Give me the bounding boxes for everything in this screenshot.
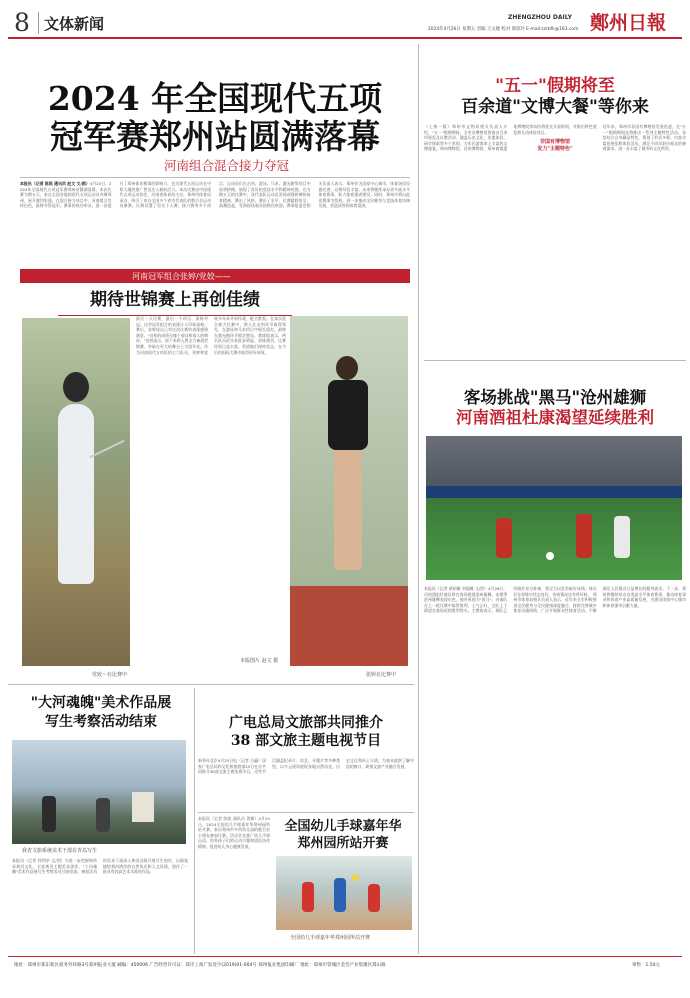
youth-title-line1: 全国幼儿手球嘉年华: [284, 819, 402, 834]
art-title-line1: "大河魂魄"美术作品展: [30, 695, 172, 711]
paper-en-name: ZHENGZHOU DAILY: [508, 14, 572, 21]
child-3: [368, 884, 380, 912]
dateline: 2024年4月26日 星期五 责编 王文婕 校对 梁琼玲 E-mail:zzrbfk@163.com: [428, 27, 579, 32]
feature-kicker: 河南冠军组合张婷/党姣——: [132, 272, 231, 281]
handball: [352, 874, 359, 881]
section-name: 文体新闻: [44, 15, 105, 33]
feature-caption-right: 张婷在比赛中: [366, 672, 397, 678]
wuyi-title-line1: "五一"假期将至: [495, 76, 615, 96]
easel: [132, 792, 154, 822]
painter-2: [96, 798, 110, 832]
art-body: [12, 858, 188, 954]
feature-body-a: [136, 316, 286, 666]
art-photo: [12, 740, 186, 844]
lead-body-text: 4月25日，2024年全国现代五项冠军赛郑州站圆满落幕。本次比赛为期五天，来自全国各地的现代五项运动员齐聚郑州，展开激烈角逐。在混合接力项目中，河南组合发挥出色，最终夺得冠军。赛事的成功举办，进一步提升了郑州体育赛事的影响力，也为现代五项运动在中原大地的推广普及注入新的活力。本次比赛由中国现代五项运动协会、河南省体育局主办，郑州市体育局承办，吸引了来自全国多个省市代表队的数百名运动员参赛。比赛设置了男女个人赛、接力赛等多个项目，运动员们在击剑、游泳、马术、激光跑等项目中奋勇拼搏，展现了良好的竞技水平和精神风貌。在为期五天的比赛中，各代表队运动员发扬顽强拼搏的体育精神，赛出了风格，赛出了水平，比赛精彩纷呈，高潮迭起，受到现场观众的热烈欢迎。赛事组委会相关负责人表示，郑州作为国家中心城市，体育场馆设施完善，办赛经验丰富，未来将继续承办更多高水平体育赛事，助力体育强省建设。同时，郑州市将以此次赛事为契机，进一步推动全民健身与竞技体育协调发展，营造浓厚的体育氛围。: [20, 181, 410, 209]
right-bottom-body: 郑州市体育局相关负责人表示，近年来全市积极推进全民健身与全民健康深度融合，持续完善城乡体育设施网络，广泛开展群众性体育活动，不断满足人民群众日益增长的健身需求。下一步，郑州将继续举办各类高水平体育赛事，推动体育事业和体育产业高质量发展，为建设国家中心城市和体育强市贡献力量。: [513, 586, 686, 614]
wuyi-sub-body: 近年来，郑州市非国有博物馆发展迅速，在"五一"假期期间也将推出一系列主题特色活动。各馆结合自身藏品特色，策划了形式多样、内容丰富的展览和体验活动，满足不同年龄层观众的参观需求，进一步丰富了城市的文化供给。: [602, 124, 686, 152]
feature-caption-left: 党姣～在比赛中: [92, 672, 128, 678]
tv-body: [198, 758, 414, 808]
runner-body: [328, 380, 368, 450]
football-ball: [546, 552, 554, 560]
feature-body-text: 最后一天比赛，最后一个项目，最终夺冠。这对冠军组合的表现让人印象深刻。赛后，张婷说自己对这次比赛的表现感到满意，"这样的成绩无愧于观众和家人的期待。"党姣表示，接下来两人将全力备战世锦赛，争取在更大的舞台上为国争光。作为河南现代五项队的主力队员，张婷和党姣多年来并肩作战，配合默契。在本次混合接力比赛中，两人在击剑环节取得领先，在游泳和马术项目中稳扎稳打，最终在激光跑环节锁定胜局。教练组表示，两名队员近年来进步明显，训练刻苦，比赛经验日益丰富，希望她们保持状态，在今后的国际大赛中取得更好成绩。: [136, 316, 286, 355]
fencer-helmet: [63, 372, 89, 402]
feature-photo-right: [290, 316, 408, 666]
stadium-banner: [426, 486, 682, 498]
tv-title-line2: 38 部文旅主题电视节目: [230, 733, 382, 749]
art-caption: 我省文旅系统美术干部在青岛写生: [22, 848, 98, 854]
page-header: [0, 0, 690, 38]
football-photo: [426, 436, 682, 580]
lead-byline: 本报讯（记者 陈凯 通讯员 赵文 文/图）: [20, 181, 90, 186]
art-body-text: 本报讯（记者 郭利亭 文/图）为进一步挖掘和传承黄河文化，丰富黄河主题美术创作，"大河魂魄"美术作品展写生考察活动日前结束。参加活动的美术干部深入黄河沿线开展写生创作，以画笔描绘黄河两岸的自然风光和人文风情，创作了一批具有较高艺术水准的作品。: [12, 858, 188, 875]
runner-track: [290, 586, 408, 666]
youth-photo: [276, 856, 412, 930]
youth-caption: 全国幼儿手球嘉年华郑州园所站开赛: [290, 935, 371, 941]
footer-text: 地址：郑州市郑东新区商务外环路3号郑州报业大厦 邮编：450006 广告经营许可证：郑市工商广发登字(2019)01-004号 郑州报业集团印刷厂 地址：郑州市管城区金岱产业集聚区嵩山路: [14, 963, 386, 968]
fencer-figure: [58, 404, 94, 584]
player-white: [614, 516, 630, 558]
paper-logo: 鄭州日報: [590, 12, 667, 34]
tv-title-line1: 广电总局文旅部共同推介: [229, 715, 383, 731]
art-title-line2: 写生考察活动结束: [45, 714, 157, 730]
runner-head: [336, 356, 358, 380]
feature-title: 期待世锦赛上再创佳绩: [90, 290, 260, 310]
page-number: 8: [14, 8, 30, 37]
football-body: [424, 586, 686, 954]
runner-legs: [334, 450, 362, 570]
wuyi-sub-heading: 非国有博物馆 发力"主题特色": [537, 139, 573, 152]
wuyi-title-line2: 百余道"文博大餐"等你来: [461, 97, 649, 117]
lead-body: [20, 181, 410, 263]
lead-title-line1: 2024 年全国现代五项: [47, 79, 383, 118]
feature-credit: 本版图片 赵文 摄: [240, 658, 279, 664]
football-title-line1: 客场挑战"黑马"沧州雄狮: [463, 388, 647, 407]
tv-body-text: 新华社北京4月25日电（记者 白瀛）国家广电总局和文化和旅游部25日在京共同推介38部文旅主题电视节目，这些节目涵盖纪录片、综艺、专题片等多种类型，以多元视角展现各地自然风光、历史文化和风土人情，为观众提供了解中国的窗口，助推文旅产业融合发展。: [198, 758, 414, 775]
footer-price: 零售：1.50元: [632, 963, 661, 968]
lead-subtitle: 河南组合混合接力夺冠: [164, 158, 290, 173]
youth-body-text: 本报讯（记者 陈凯 通讯员 贺峰）4月25日，2024全国幼儿手球嘉年华郑州园所站开赛。来自郑州市多所幼儿园的数百名小朋友参加比赛。活动旨在推广幼儿手球运动，培养孩子们的运动兴趣和团队协作精神，促进幼儿身心健康发展。: [198, 816, 270, 849]
football-title-line2: 河南酒祖杜康渴望延续胜利: [456, 408, 654, 427]
youth-title-line2: 郑州园所站开赛: [297, 836, 389, 851]
wuyi-body-text: （上接一版）郑州市文物局相关负责人介绍，"五一"假期期间，全市各博物馆将推出百余项展览及社教活动，涵盖历史文化、非遗体验、研学探索等多个类别，为市民游客奉上丰富的文博盛宴。郑州博物馆、河南博物院、郑州商都遗址博物院等场馆将延长开放时间，并推出特色展览和互动体验项目。: [424, 124, 597, 152]
feature-photo-left: [22, 318, 130, 666]
youth-body-left: [198, 816, 270, 954]
lead-title-line2: 冠军赛郑州站圆满落幕: [50, 117, 380, 156]
painter-1: [42, 796, 56, 832]
football-body-text: 本报讯（记者 黄昭晰 刘超峰 文/图）4月26日，河南酒祖杜康队将在客场挑战沧州雄狮。本赛季沧州雄狮表现出色，被外界视为"黑马"。河南队在上一轮比赛中取得胜利，士气正旺，全队上下渴望在客场延续胜利势头。主教练表示，球队已经做好充分准备，将全力以赴争取好成绩。球员们在训练中状态良好，伤病情况也有所好转。: [424, 586, 597, 614]
player-red-2: [576, 514, 592, 558]
player-red-1: [496, 518, 512, 558]
child-1: [302, 882, 314, 912]
feature-kicker-bar: [20, 269, 410, 283]
fencer-sword: [89, 440, 124, 458]
child-2: [334, 878, 346, 912]
wuyi-body: [424, 124, 686, 352]
